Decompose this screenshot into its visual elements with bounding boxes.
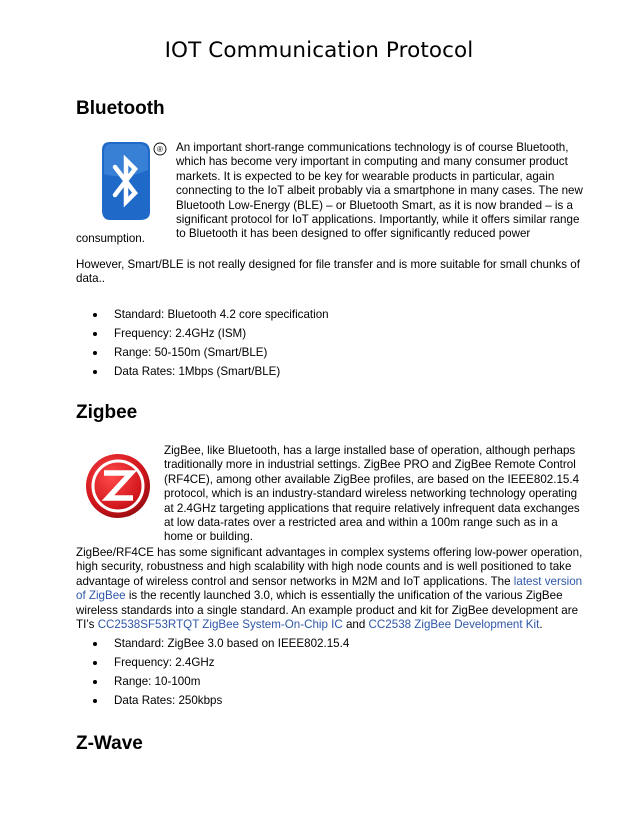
bullet-icon	[93, 661, 97, 665]
bluetooth-note-line: However, Smart/BLE is not really designed for file transfer and is more suitable for small chunks of	[76, 258, 580, 271]
bullet-icon	[93, 370, 97, 374]
bluetooth-note	[76, 258, 580, 287]
spec-text: Range: 50-150m (Smart/BLE)	[114, 346, 268, 359]
heading-bluetooth: Bluetooth	[76, 98, 165, 119]
bullet-icon	[93, 699, 97, 703]
registered-mark: ®	[157, 145, 163, 154]
bullet-icon	[93, 680, 97, 684]
zigbee-intro-line: at 2.4GHz targeting applications that require relatively infrequent data exchanges	[164, 501, 580, 515]
spec-text: Frequency: 2.4GHz (ISM)	[114, 327, 247, 340]
zigbee-body-line	[76, 575, 582, 589]
bluetooth-intro-line: to Bluetooth it has been designed to offer significantly reduced power	[176, 227, 531, 241]
bluetooth-intro-line: connecting to the IoT albeit probably via a smartphone in many cases. The new	[176, 184, 583, 198]
bullet-icon	[93, 313, 97, 317]
spec-text: Frequency: 2.4GHz	[114, 656, 215, 669]
bluetooth-note-line: data..	[76, 272, 106, 286]
document-title: IOT Communication Protocol	[164, 38, 474, 63]
spec-item	[93, 343, 329, 362]
zigbee-intro	[164, 444, 580, 545]
bluetooth-intro-line: which has become very important in computing and many consumer product	[176, 155, 568, 169]
zigbee-body-text: advantage of wireless control and sensor networks in M2M and IoT applications. The	[76, 574, 514, 588]
spec-item	[93, 324, 329, 343]
zigbee-intro-line: home or building.	[164, 530, 253, 544]
zigbee-body-line	[76, 618, 582, 632]
spec-text: Data Rates: 250kbps	[114, 694, 223, 707]
spec-text: Standard: Bluetooth 4.2 core specification	[114, 308, 329, 321]
zigbee-intro-line: at low data-rates over a restricted area and within a 100m range such as in a	[164, 516, 558, 530]
zigbee-body-text: and	[342, 618, 369, 632]
bluetooth-intro	[176, 141, 583, 242]
spec-item	[93, 362, 329, 381]
spec-text: Range: 10-100m	[114, 675, 201, 688]
heading-zigbee: Zigbee	[76, 402, 138, 423]
zigbee-intro-line: traditionally more in industrial settings. ZigBee PRO and ZigBee Remote Control	[164, 458, 576, 472]
bluetooth-spec-list	[93, 305, 329, 381]
zigbee-body-text: is the recently launched 3.0, which is essentially the unification of the various ZigBee	[125, 589, 563, 603]
bullet-icon	[93, 642, 97, 646]
spec-item	[93, 305, 329, 324]
bullet-icon	[93, 351, 97, 355]
zigbee-body-text: .	[539, 618, 543, 632]
bluetooth-intro-line: An important short-range communications technology is of course Bluetooth,	[176, 141, 569, 154]
zigbee-logo-icon	[84, 452, 152, 520]
zigbee-intro-line: ZigBee, like Bluetooth, has a large installed base of operation, although perhaps	[164, 444, 576, 457]
spec-item	[93, 672, 349, 691]
spec-text: Standard: ZigBee 3.0 based on IEEE802.15.4	[114, 637, 350, 650]
bluetooth-intro-tail: consumption.	[76, 232, 145, 245]
zigbee-body-text: TI’s	[76, 618, 98, 632]
soc-ic-link[interactable]: CC2538SF53RTQT ZigBee System-On-Chip IC	[97, 618, 343, 632]
bluetooth-intro-line: significant protocol for IoT applications. Importantly, while it offers similar range	[176, 213, 580, 227]
spec-text: Data Rates: 1Mbps (Smart/BLE)	[114, 365, 281, 378]
bullet-icon	[93, 332, 97, 336]
spec-item	[93, 691, 349, 710]
spec-item	[93, 634, 349, 653]
bluetooth-intro-line: Bluetooth Low-Energy (BLE) – or Bluetooth Smart, as it is now branded – is a	[176, 198, 573, 212]
bluetooth-intro-line: markets. It is expected to be key for wearable products in particular, again	[176, 169, 555, 183]
heading-zwave: Z-Wave	[76, 733, 143, 754]
zigbee-body-line: wireless standards into a single standard. An example product and kit for ZigBee development are	[76, 603, 579, 617]
zigbee-body	[76, 546, 582, 632]
latest-version-link[interactable]: latest version	[513, 574, 583, 588]
spec-item	[93, 653, 349, 672]
zigbee-intro-line: (RF4CE), among other available ZigBee profiles, are based on the IEEE802.15.4	[164, 472, 580, 486]
zigbee-spec-list	[93, 634, 349, 710]
latest-version-link-cont[interactable]: of ZigBee	[76, 589, 126, 603]
zigbee-body-line: high security, robustness and high scalability with high node counts and is well positioned to take	[76, 560, 572, 574]
dev-kit-link[interactable]: CC2538 ZigBee Development Kit	[368, 618, 540, 632]
zigbee-intro-line: protocol, which is an industry-standard wireless networking technology operating	[164, 487, 578, 501]
bluetooth-logo-icon	[98, 140, 168, 222]
zigbee-body-line: ZigBee/RF4CE has some significant advantages in complex systems offering low-power operation,	[76, 546, 583, 559]
zigbee-body-line	[76, 589, 582, 603]
